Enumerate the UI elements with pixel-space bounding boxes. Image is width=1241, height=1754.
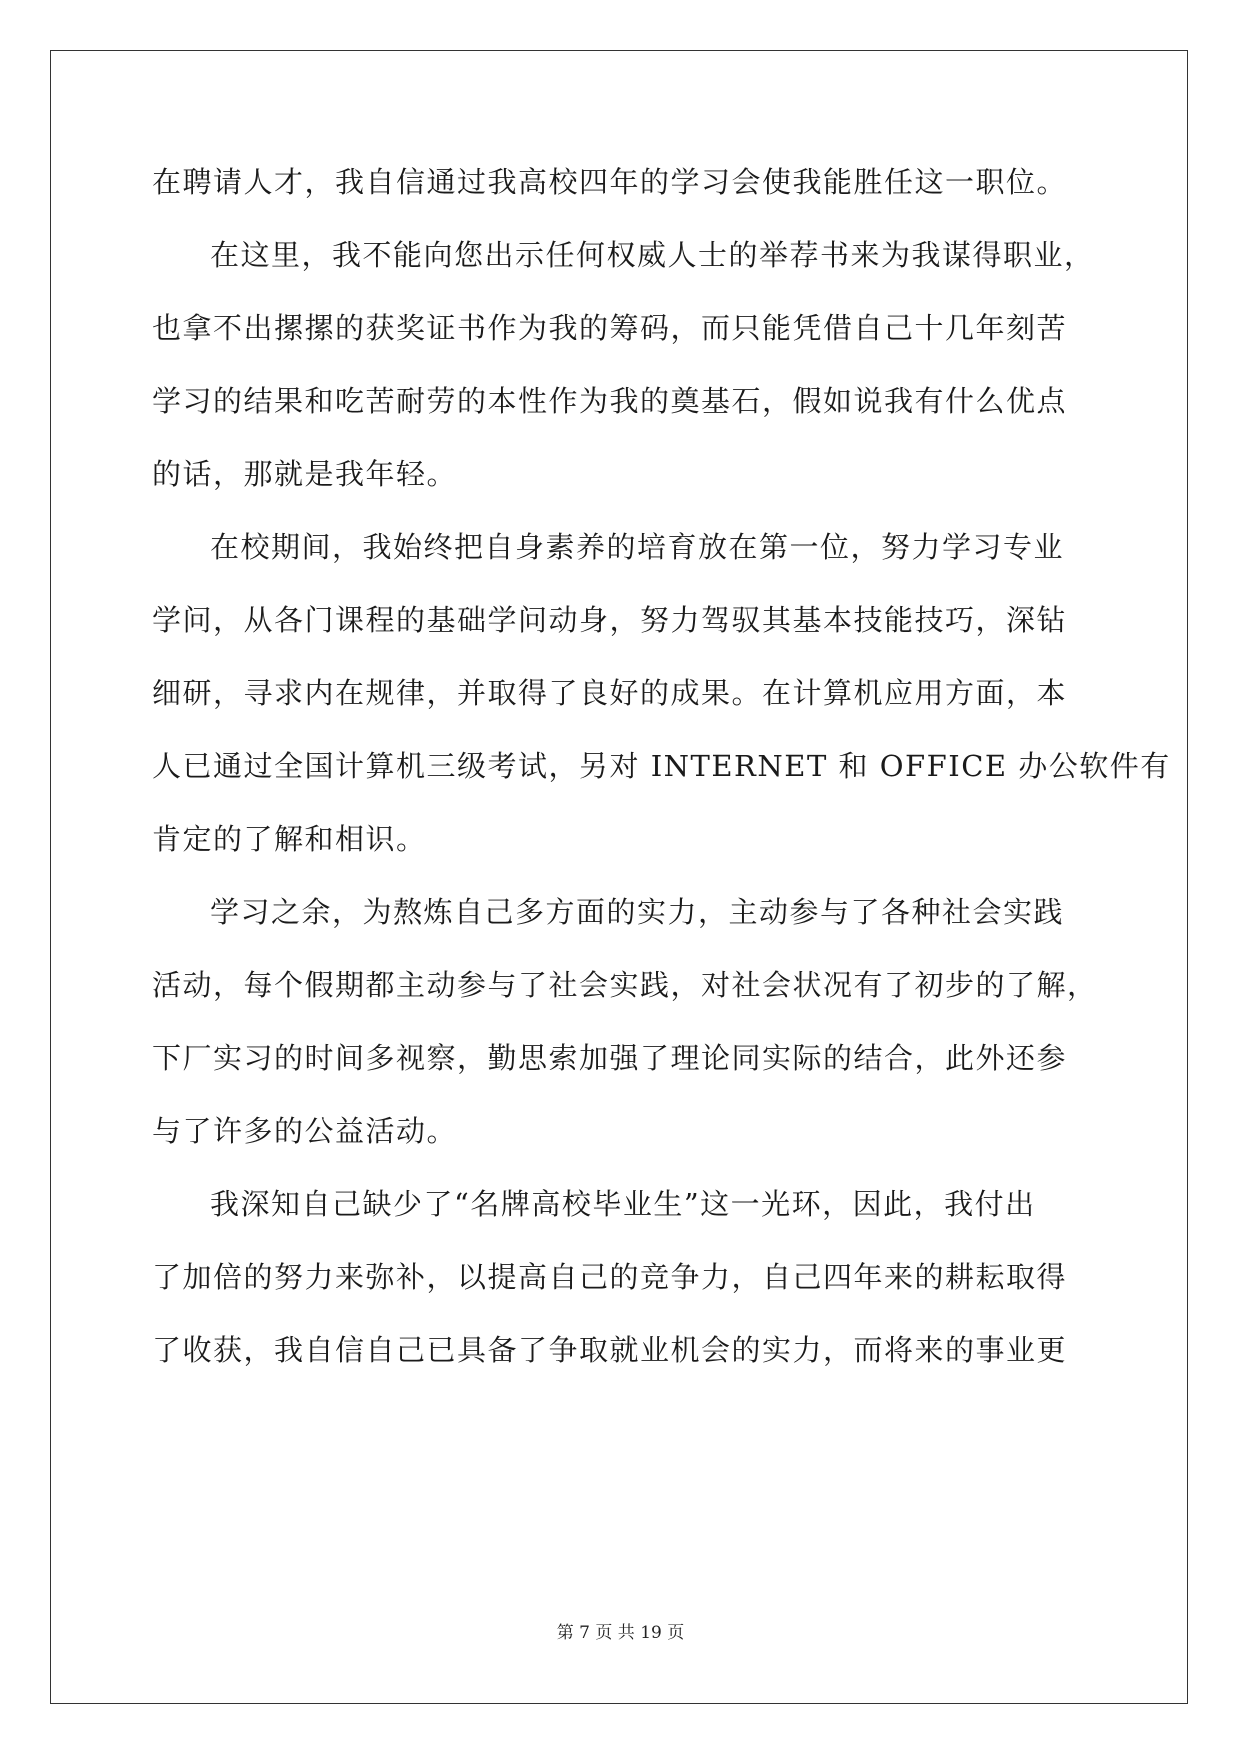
text-line: 在聘请人才，我自信通过我高校四年的学习会使我能胜任这一职位。 (152, 165, 1068, 199)
text-line: 在这里，我不能向您出示任何权威人士的举荐书来为我谋得职业， (210, 238, 1095, 272)
text-line: 学习的结果和吃苦耐劳的本性作为我的奠基石，假如说我有什么优点 (152, 384, 1068, 418)
text-line: 学问，从各门课程的基础学问动身，努力驾驭其基本技能技巧，深钻 (152, 603, 1068, 637)
text-line: 与了许多的公益活动。 (152, 1114, 458, 1148)
page-border (50, 50, 1188, 1704)
text-line: 了加倍的努力来弥补，以提高自己的竞争力，自己四年来的耕耘取得 (152, 1260, 1068, 1294)
text-line: 也拿不出摞摞的获奖证书作为我的筹码，而只能凭借自己十几年刻苦 (152, 311, 1068, 345)
text-line: 人已通过全国计算机三级考试，另对 INTERNET 和 OFFICE 办公软件有 (152, 749, 1171, 783)
text-line: 在校期间，我始终把自身素养的培育放在第一位，努力学习专业 (210, 530, 1065, 564)
text-line: 下厂实习的时间多视察，勤思索加强了理论同实际的结合，此外还参 (152, 1041, 1068, 1075)
text-line: 我深知自己缺少了“名牌高校毕业生”这一光环，因此，我付出 (210, 1187, 1036, 1221)
text-line: 的话，那就是我年轻。 (152, 457, 458, 491)
text-line: 肯定的了解和相识。 (152, 822, 427, 856)
text-line: 学习之余，为熬炼自己多方面的实力，主动参与了各种社会实践 (210, 895, 1065, 929)
text-line: 了收获，我自信自己已具备了争取就业机会的实力，而将来的事业更 (152, 1333, 1068, 1367)
text-line: 活动，每个假期都主动参与了社会实践，对社会状况有了初步的了解， (152, 968, 1098, 1002)
page-number-footer: 第 7 页 共 19 页 (556, 1623, 685, 1643)
text-line: 细研，寻求内在规律，并取得了良好的成果。在计算机应用方面，本 (152, 676, 1068, 710)
